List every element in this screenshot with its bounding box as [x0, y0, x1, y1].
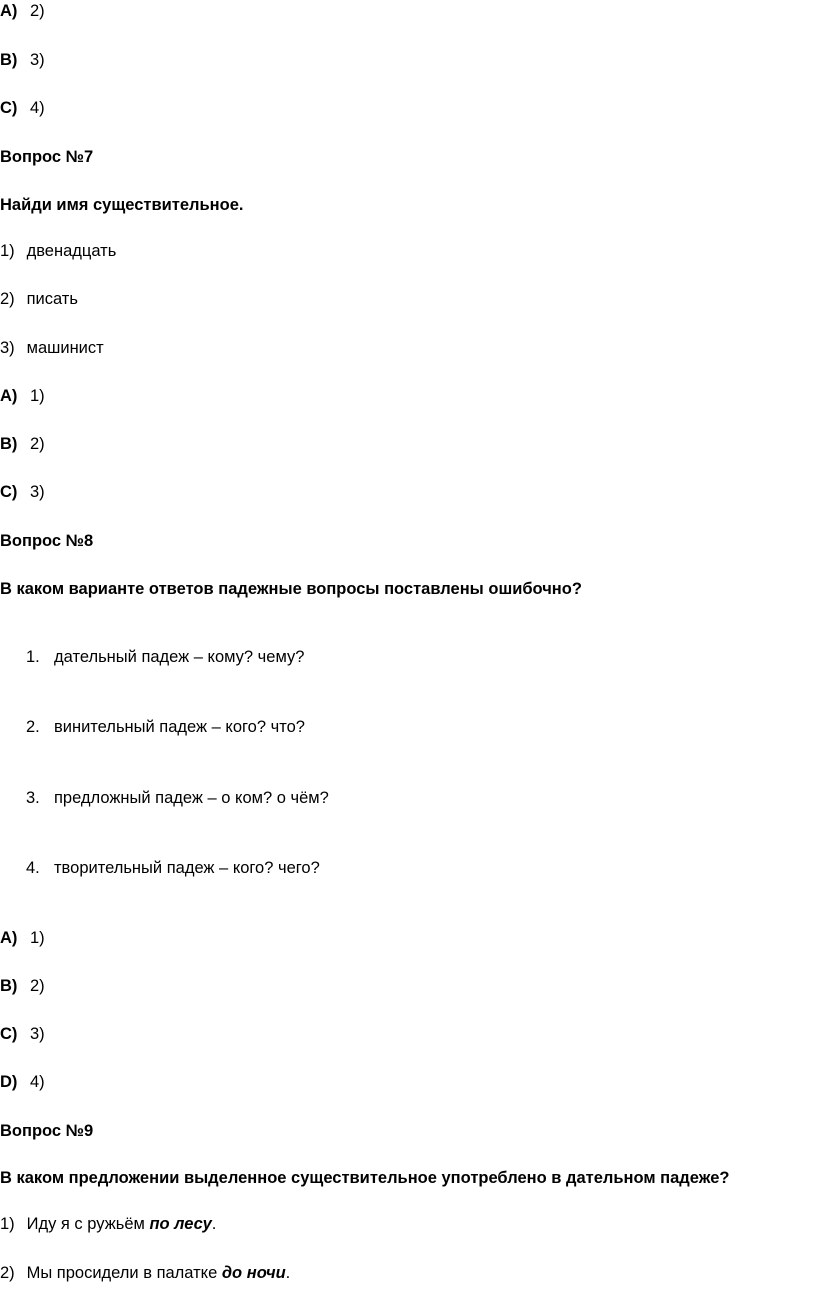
question-7-heading: Вопрос №7: [0, 148, 94, 166]
option-value: 3): [30, 51, 45, 69]
item-text: писать: [26, 290, 78, 308]
question-8-text: В каком варианте ответов падежные вопросы поставлены ошибочно?: [0, 580, 582, 598]
highlighted-noun: по лесу: [149, 1215, 212, 1233]
q8-item-1: [26, 646, 304, 668]
item-number: 4.: [26, 859, 40, 877]
option-letter: C): [0, 99, 18, 117]
q7-option-c[interactable]: [0, 481, 45, 503]
item-number: 2): [0, 1264, 15, 1282]
q7-option-a[interactable]: [0, 385, 45, 407]
q7-item-1: [0, 240, 116, 262]
item-number: 1.: [26, 648, 40, 666]
q8-option-a[interactable]: [0, 927, 45, 949]
item-number: 3.: [26, 789, 40, 807]
item-number: 2.: [26, 718, 40, 736]
item-number: 3): [0, 339, 15, 357]
option-letter: B): [0, 977, 18, 995]
item-text: двенадцать: [26, 242, 117, 260]
item-text: винительный падеж – кого? что?: [54, 718, 305, 736]
item-number: 1): [0, 1215, 15, 1233]
item-text-before: Иду я с ружьём: [26, 1215, 150, 1233]
question-7-text: Найди имя существительное.: [0, 196, 244, 214]
option-letter: D): [0, 1073, 18, 1091]
option-value: 4): [30, 99, 45, 117]
question-9-heading: Вопрос №9: [0, 1122, 94, 1140]
option-letter: A): [0, 387, 18, 405]
item-text-after: .: [285, 1264, 291, 1282]
option-value: 1): [30, 387, 45, 405]
q7-item-2: [0, 288, 78, 310]
q8-option-c[interactable]: [0, 1023, 45, 1045]
question-9-text: В каком предложении выделенное существительное употреблено в дательном падеже?: [0, 1169, 730, 1187]
item-number: 2): [0, 290, 15, 308]
option-value: 2): [30, 977, 45, 995]
item-text: дательный падеж – кому? чему?: [54, 648, 305, 666]
option-letter: A): [0, 929, 18, 947]
option-letter: C): [0, 1025, 18, 1043]
item-number: 1): [0, 242, 15, 260]
option-value: 1): [30, 929, 45, 947]
option-letter: A): [0, 2, 18, 20]
answer-option-a[interactable]: [0, 0, 45, 22]
option-value: 2): [30, 435, 45, 453]
q7-option-b[interactable]: [0, 433, 45, 455]
answer-option-b[interactable]: [0, 49, 45, 71]
option-letter: B): [0, 435, 18, 453]
q8-item-4: [26, 857, 320, 879]
q9-item-2: [0, 1262, 290, 1284]
option-value: 3): [30, 483, 45, 501]
option-letter: B): [0, 51, 18, 69]
item-text-before: Мы просидели в палатке: [26, 1264, 222, 1282]
item-text: творительный падеж – кого? чего?: [54, 859, 320, 877]
q8-item-2: [26, 716, 305, 738]
option-value: 4): [30, 1073, 45, 1091]
option-value: 2): [30, 2, 45, 20]
highlighted-noun: до ночи: [221, 1264, 286, 1282]
q8-option-b[interactable]: [0, 975, 45, 997]
q8-option-d[interactable]: [0, 1071, 45, 1093]
item-text: машинист: [26, 339, 104, 357]
option-letter: C): [0, 483, 18, 501]
q7-item-3: [0, 337, 104, 359]
item-text-after: .: [211, 1215, 217, 1233]
q9-item-1: [0, 1213, 216, 1235]
question-8-heading: Вопрос №8: [0, 532, 94, 550]
q8-item-3: [26, 787, 329, 809]
option-value: 3): [30, 1025, 45, 1043]
answer-option-c[interactable]: [0, 97, 45, 119]
item-text: предложный падеж – о ком? о чём?: [54, 789, 329, 807]
